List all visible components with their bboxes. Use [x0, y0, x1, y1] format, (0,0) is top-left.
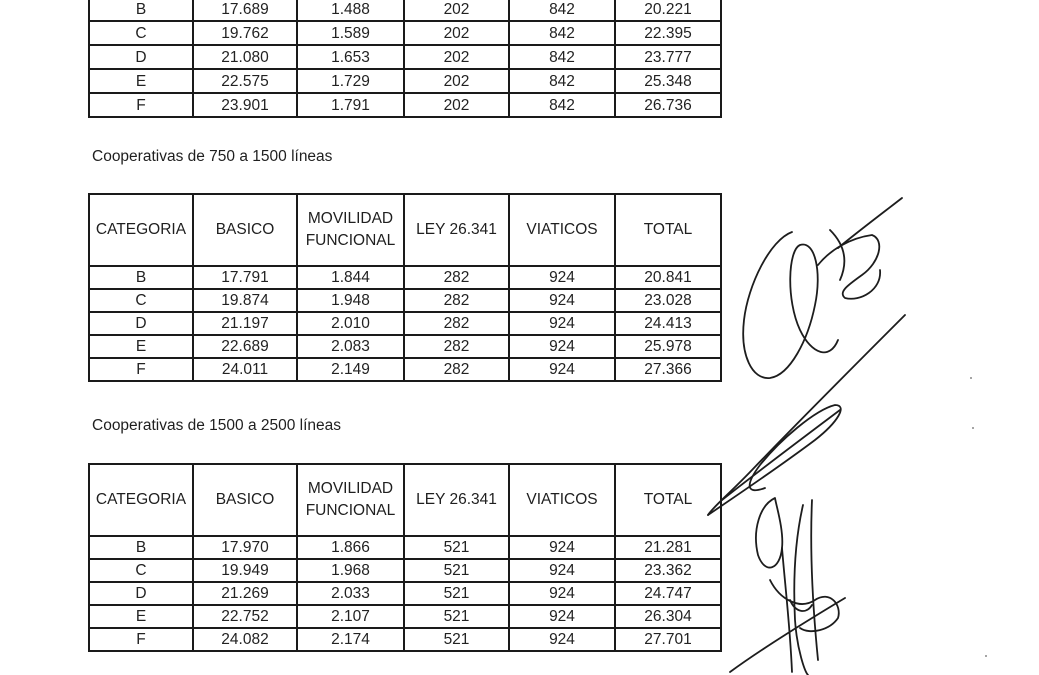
cell-basico: 21.197: [193, 312, 297, 335]
cell-movilidad: 1.488: [297, 0, 404, 21]
cell-basico: 22.575: [193, 69, 297, 93]
cell-movilidad: 2.083: [297, 335, 404, 358]
cell-viaticos: 924: [509, 628, 615, 651]
cell-total: 27.366: [615, 358, 721, 381]
salary-table-1500-2500: [88, 463, 722, 652]
cell-ley: 282: [404, 335, 509, 358]
cell-movilidad: 1.844: [297, 266, 404, 289]
cell-basico: 24.082: [193, 628, 297, 651]
table-row: [89, 559, 721, 582]
table-row: [89, 605, 721, 628]
cell-ley: 282: [404, 312, 509, 335]
header-viaticos: VIATICOS: [509, 194, 615, 266]
signature-stroke: [770, 580, 839, 631]
cell-total: 20.841: [615, 266, 721, 289]
cell-total: 25.348: [615, 69, 721, 93]
cell-categoria: D: [89, 582, 193, 605]
table-row: [89, 93, 721, 117]
signature-stroke: [782, 548, 792, 672]
table-row: [89, 21, 721, 45]
cell-categoria: F: [89, 358, 193, 381]
cell-categoria: C: [89, 21, 193, 45]
cell-total: 24.747: [615, 582, 721, 605]
cell-basico: 22.689: [193, 335, 297, 358]
cell-viaticos: 924: [509, 358, 615, 381]
table-row: [89, 266, 721, 289]
cell-ley: 521: [404, 605, 509, 628]
cell-viaticos: 842: [509, 93, 615, 117]
cell-categoria: D: [89, 312, 193, 335]
cell-total: 26.304: [615, 605, 721, 628]
cell-basico: 23.901: [193, 93, 297, 117]
table-row: [89, 335, 721, 358]
cell-total: 21.281: [615, 536, 721, 559]
cell-ley: 202: [404, 69, 509, 93]
cell-viaticos: 924: [509, 536, 615, 559]
signature-stroke: [722, 410, 840, 500]
signature-stroke: [708, 315, 905, 515]
cell-ley: 282: [404, 358, 509, 381]
cell-viaticos: 842: [509, 21, 615, 45]
cell-ley: 282: [404, 289, 509, 312]
table-row: [89, 69, 721, 93]
header-total: TOTAL: [615, 464, 721, 536]
cell-basico: 17.791: [193, 266, 297, 289]
cell-ley: 521: [404, 628, 509, 651]
cell-ley: 521: [404, 536, 509, 559]
cell-total: 23.362: [615, 559, 721, 582]
cell-ley: 521: [404, 559, 509, 582]
cell-basico: 17.689: [193, 0, 297, 21]
cell-categoria: E: [89, 335, 193, 358]
header-basico: BASICO: [193, 194, 297, 266]
cell-viaticos: 842: [509, 69, 615, 93]
cell-basico: 19.874: [193, 289, 297, 312]
header-movilidad: [297, 194, 404, 266]
cell-basico: 19.762: [193, 21, 297, 45]
cell-ley: 521: [404, 582, 509, 605]
table-row: [89, 628, 721, 651]
signature-stroke: [838, 198, 902, 248]
cell-ley: 282: [404, 266, 509, 289]
margin-speck: [985, 655, 987, 657]
signature-stroke: [818, 235, 880, 299]
table-row: [89, 358, 721, 381]
header-viaticos: VIATICOS: [509, 464, 615, 536]
signature-stroke: [743, 232, 838, 378]
table-row: [89, 312, 721, 335]
cell-total: 26.736: [615, 93, 721, 117]
cell-categoria: C: [89, 289, 193, 312]
cell-basico: 17.970: [193, 536, 297, 559]
cell-viaticos: 924: [509, 335, 615, 358]
cell-movilidad: 1.791: [297, 93, 404, 117]
signature-stroke: [708, 405, 841, 515]
header-basico: BASICO: [193, 464, 297, 536]
header-total: TOTAL: [615, 194, 721, 266]
table-row: [89, 45, 721, 69]
cell-categoria: F: [89, 628, 193, 651]
cell-viaticos: 924: [509, 582, 615, 605]
cell-ley: 202: [404, 45, 509, 69]
cell-movilidad: 2.033: [297, 582, 404, 605]
cell-basico: 21.080: [193, 45, 297, 69]
cell-viaticos: 924: [509, 266, 615, 289]
cell-viaticos: 924: [509, 559, 615, 582]
header-categoria: CATEGORIA: [89, 464, 193, 536]
cell-viaticos: 842: [509, 45, 615, 69]
cell-movilidad: 1.729: [297, 69, 404, 93]
header-movilidad-text: MOVILIDAD FUNCIONAL: [305, 210, 396, 249]
section-caption: Cooperativas de 1500 a 2500 líneas: [92, 417, 342, 434]
salary-table-750-1500: [88, 193, 722, 382]
table-row: [89, 536, 721, 559]
signature-stroke: [830, 230, 844, 280]
table-row: [89, 0, 721, 21]
cell-categoria: F: [89, 93, 193, 117]
table-row: [89, 289, 721, 312]
cell-viaticos: 924: [509, 289, 615, 312]
header-movilidad-text: MOVILIDAD FUNCIONAL: [305, 480, 396, 519]
cell-categoria: E: [89, 69, 193, 93]
cell-basico: 22.752: [193, 605, 297, 628]
cell-basico: 24.011: [193, 358, 297, 381]
cell-viaticos: 842: [509, 0, 615, 21]
cell-total: 23.777: [615, 45, 721, 69]
cell-categoria: C: [89, 559, 193, 582]
cell-total: 23.028: [615, 289, 721, 312]
cell-movilidad: 2.174: [297, 628, 404, 651]
cell-viaticos: 924: [509, 605, 615, 628]
cell-ley: 202: [404, 21, 509, 45]
margin-speck: [970, 377, 972, 379]
signature-stroke: [730, 598, 845, 672]
cell-movilidad: 2.107: [297, 605, 404, 628]
cell-movilidad: 1.866: [297, 536, 404, 559]
cell-movilidad: 2.149: [297, 358, 404, 381]
table-row: [89, 582, 721, 605]
signature-stroke: [794, 505, 808, 675]
cell-basico: 19.949: [193, 559, 297, 582]
table-header-row: [89, 194, 721, 266]
salary-table-top: [88, 0, 722, 118]
cell-categoria: B: [89, 266, 193, 289]
cell-movilidad: 1.653: [297, 45, 404, 69]
cell-categoria: B: [89, 536, 193, 559]
header-ley: LEY 26.341: [404, 194, 509, 266]
cell-movilidad: 1.948: [297, 289, 404, 312]
header-movilidad: [297, 464, 404, 536]
signature-stroke: [811, 500, 818, 660]
cell-total: 25.978: [615, 335, 721, 358]
cell-movilidad: 1.968: [297, 559, 404, 582]
cell-total: 24.413: [615, 312, 721, 335]
signature-stroke: [756, 498, 782, 568]
table-header-row: [89, 464, 721, 536]
cell-viaticos: 924: [509, 312, 615, 335]
cell-basico: 21.269: [193, 582, 297, 605]
section-caption: Cooperativas de 750 a 1500 líneas: [92, 148, 333, 165]
cell-total: 20.221: [615, 0, 721, 21]
header-categoria: CATEGORIA: [89, 194, 193, 266]
cell-total: 22.395: [615, 21, 721, 45]
header-ley: LEY 26.341: [404, 464, 509, 536]
cell-movilidad: 2.010: [297, 312, 404, 335]
margin-speck: [972, 427, 974, 429]
cell-ley: 202: [404, 93, 509, 117]
cell-categoria: E: [89, 605, 193, 628]
cell-total: 27.701: [615, 628, 721, 651]
cell-categoria: D: [89, 45, 193, 69]
signature-stroke: [790, 600, 812, 611]
cell-categoria: B: [89, 0, 193, 21]
cell-ley: 202: [404, 0, 509, 21]
cell-movilidad: 1.589: [297, 21, 404, 45]
